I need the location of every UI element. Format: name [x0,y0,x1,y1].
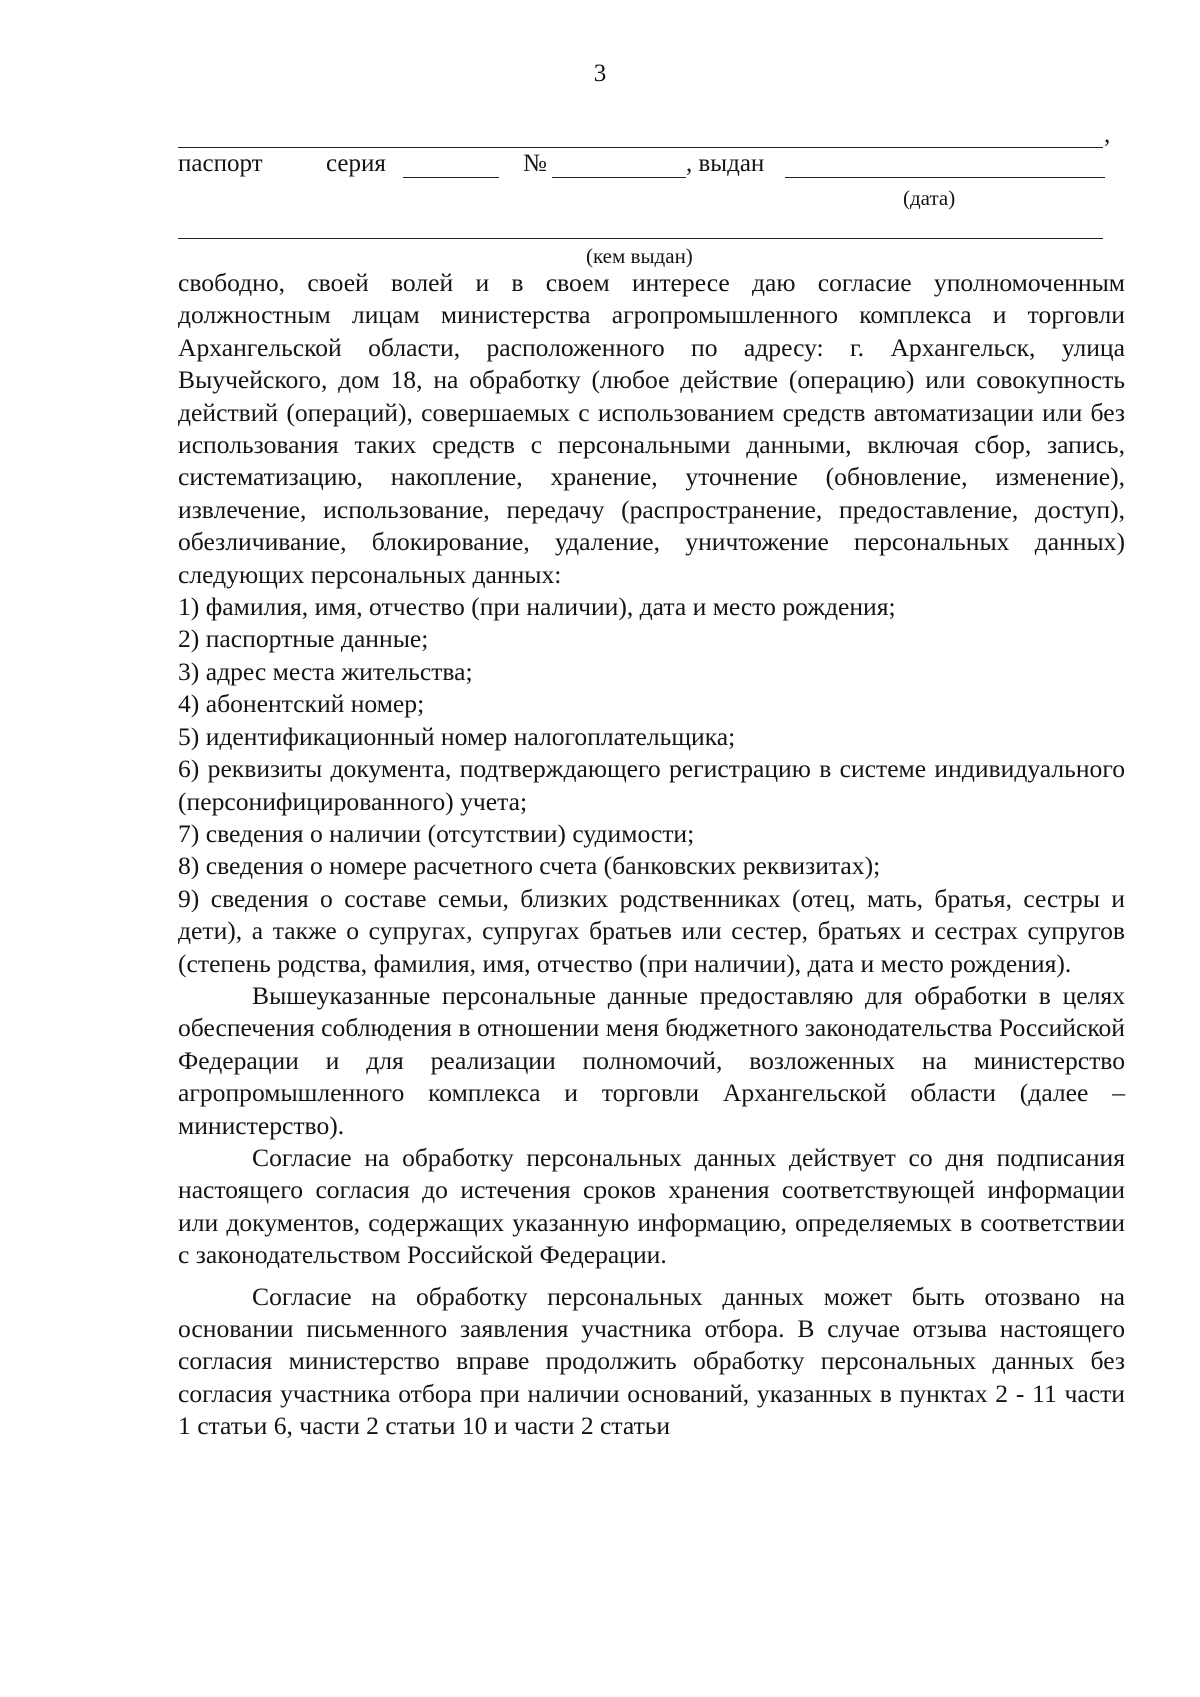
data-item-5: 5) идентификационный номер налогоплательщика; [178,721,736,751]
number-label: № [523,150,547,177]
series-field[interactable] [403,177,499,178]
consent-body [178,267,1125,1443]
revocation-paragraph: Согласие на обработку персональных данных может быть отозвано на основании письменного заявления участника отбора. В случае отзыва настоящего согласия министерство вправе продолжить обработку персональных данных без согласия участника отбора при наличии оснований, указанных в пунктах 2 - 11 части 1 статьи 6, части 2 статьи 10 и части 2 статьи [178,1281,1125,1441]
data-item-3: 3) адрес места жительства; [178,656,473,686]
series-label: серия [326,150,386,177]
full-name-line[interactable] [178,147,1103,148]
data-item-8: 8) сведения о номере расчетного счета (банковских реквизитах); [178,851,881,881]
page-number: 3 [593,60,607,87]
passport-label: паспорт [178,150,263,177]
data-item-7: 7) сведения о наличии (отсутствии) судимости; [178,818,695,848]
consent-paragraph: свободно, своей волей и в своем интересе даю согласие уполномоченным должностным лицам министерства агропромышленного комплекса и торговли Архангельской области, расположенного по адресу: г. Архангельск, улица Выучейского, дом 18, на обработку (любое действие (операцию) или совокупность действий (операций), совершаемых с использованием средств автоматизации или без использования таких средств с персональными данными, включая сбор, запись, систематизацию, накопление, хранение, уточнение (обновление, изменение), извлечение, использование, передачу (распространение, предоставление, доступ), обезличивание, блокирование, удаление, уничтожение персональных данных) следующих персональных данных: [178,268,1125,589]
data-item-9: 9) сведения о составе семьи, близких родственниках (отец, мать, братья, сестры и дети), а также о супругах, супругах братьев или сестер, братьях и сестрах супругов (степень родства, фамилия, имя, отчество (при наличии), дата и место рождения). [178,883,1125,978]
data-item-2: 2) паспортные данные; [178,624,429,654]
issued-by-field[interactable] [178,238,1103,239]
purpose-paragraph: Вышеуказанные персональные данные предоставляю для обработки в целях обеспечения соблюдения в отношении меня бюджетного законодательства Российской Федерации и для реализации полномочий, возложенных на министерство агропромышленного комплекса и торговли Архангельской области (далее – министерство). [178,980,1125,1140]
issued-by-caption: (кем выдан) [586,244,693,268]
number-field[interactable] [552,177,686,178]
date-caption: (дата) [903,186,956,210]
issued-label: , выдан [686,150,765,177]
line1-comma: , [1104,121,1111,148]
data-item-4: 4) абонентский номер; [178,689,425,719]
issue-date-field[interactable] [785,177,1105,178]
data-item-6: 6) реквизиты документа, подтверждающего регистрацию в системе индивидуального (персонифицированного) учета; [178,754,1125,816]
data-item-1: 1) фамилия, имя, отчество (при наличии), дата и место рождения; [178,592,896,622]
validity-paragraph: Согласие на обработку персональных данных действует со дня подписания настоящего согласия до истечения сроков хранения соответствующей информации или документов, содержащих указанную информацию, определяемых в соответствии с законодательством Российской Федерации. [178,1142,1125,1270]
